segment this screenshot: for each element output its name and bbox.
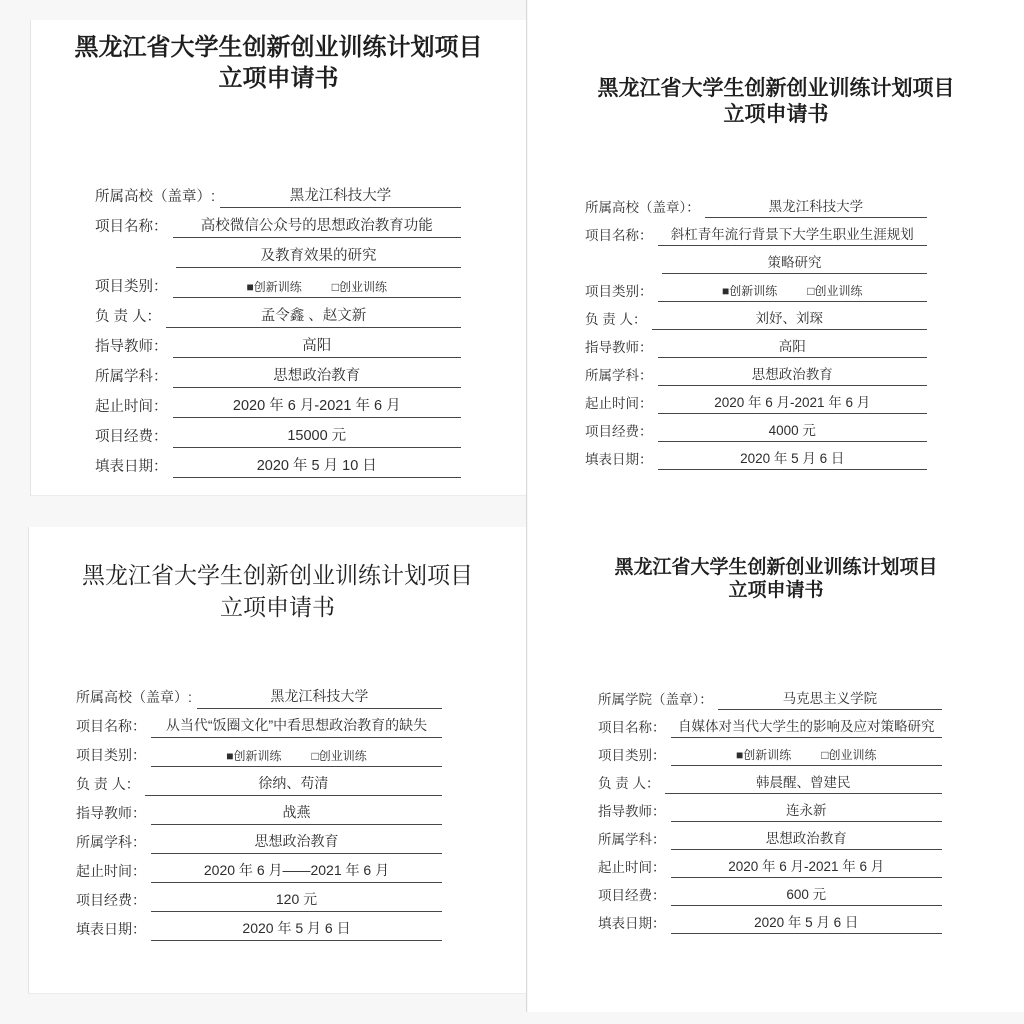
field-label: 项目经费：: [598, 888, 666, 903]
innovation-training-checked-checkbox: ■创新训练: [246, 280, 302, 294]
field-label: 所属学科：: [598, 832, 666, 847]
field-row-duration: [95, 388, 461, 418]
field-row-project-name: [598, 710, 942, 738]
field-value-underlined: 2020 年 5 月 10 日: [173, 454, 462, 478]
field-label: 负 责 人：: [95, 309, 162, 325]
field-label: 指导教师：: [585, 340, 653, 355]
field-label: 项目名称：: [585, 228, 653, 243]
form-title: [528, 556, 1024, 602]
field-label: 负 责 人：: [76, 776, 140, 792]
column-divider-line: [526, 0, 527, 1012]
field-value-underlined: 马克思主义学院: [718, 687, 942, 710]
form-fields: [76, 680, 442, 941]
innovation-training-checked-checkbox: ■创新训练: [226, 749, 282, 763]
entrepreneurship-training-unchecked-checkbox: □创业训练: [331, 280, 387, 294]
form-title: [528, 76, 1024, 128]
field-row-category: [585, 274, 927, 302]
field-label-spacer: [95, 266, 171, 268]
field-row-project-name-continued: [95, 238, 461, 268]
field-value-underlined: 2020 年 6 月-2021 年 6 月: [671, 855, 943, 878]
application-form-top-right: [585, 190, 927, 470]
field-label: 起止时间：: [598, 860, 666, 875]
field-row-category: [95, 268, 461, 298]
form-fields: [95, 178, 461, 478]
field-value-underlined: 黑龙江科技大学: [220, 184, 461, 208]
field-label: 负 责 人：: [585, 312, 647, 327]
application-form-top-left: [30, 20, 526, 496]
field-label: 负 责 人：: [598, 776, 660, 791]
field-row-budget: [598, 878, 942, 906]
field-value-underlined: 思想政治教育: [151, 831, 442, 854]
field-label: 指导教师：: [76, 805, 146, 821]
field-value-underlined: 刘妤、刘琛: [652, 307, 927, 330]
field-value-underlined: [671, 746, 943, 766]
field-label: 填表日期：: [95, 459, 168, 475]
field-label: 项目类别：: [76, 747, 146, 763]
field-row-advisor: [76, 796, 442, 825]
field-value-underlined: 斜杠青年流行背景下大学生职业生涯规划: [658, 223, 928, 246]
field-row-leader: [598, 766, 942, 794]
field-row-budget: [76, 883, 442, 912]
form-title-line1: 黑龙江省大学生创新创业训练计划项目: [597, 77, 955, 100]
field-label: 项目类别：: [598, 748, 666, 763]
application-form-bottom-left: [28, 527, 526, 994]
form-title-line1: 黑龙江省大学生创新创业训练计划项目: [74, 34, 483, 61]
field-label: 起止时间：: [585, 396, 653, 411]
field-label: 指导教师：: [95, 339, 168, 355]
field-row-fill-date: [598, 906, 942, 934]
field-row-budget: [95, 418, 461, 448]
form-title-line2: 立项申请书: [218, 65, 339, 92]
form-title-line2: 立项申请书: [723, 103, 829, 126]
field-label: 所属学科：: [95, 369, 168, 385]
field-row-duration: [76, 854, 442, 883]
field-value-underlined: 2020 年 5 月 6 日: [151, 918, 442, 941]
entrepreneurship-training-unchecked-checkbox: □创业训练: [807, 284, 863, 298]
field-row-leader: [95, 298, 461, 328]
field-label: 所属高校（盖章）:: [76, 689, 192, 705]
field-row-budget: [585, 414, 927, 442]
form-title-line1: 黑龙江省大学生创新创业训练计划项目: [82, 562, 473, 588]
field-label-spacer: [585, 272, 657, 274]
field-label: 起止时间：: [76, 863, 146, 879]
field-row-project-name-continued: [585, 246, 927, 274]
field-label: 项目类别：: [95, 279, 168, 295]
field-value-underlined: 韩晨醒、曾建民: [665, 771, 942, 794]
field-label: 项目名称：: [95, 219, 168, 235]
field-label: 指导教师：: [598, 804, 666, 819]
field-value-underlined: 2020 年 6 月-2021 年 6 月: [173, 394, 462, 418]
field-row-category: [76, 738, 442, 767]
field-value-underlined: 高阳: [658, 335, 928, 358]
application-form-bottom-right: [598, 682, 942, 934]
field-value-underlined: 600 元: [671, 883, 943, 906]
field-label: 填表日期：: [76, 921, 146, 937]
field-row-advisor: [95, 328, 461, 358]
field-label: 所属高校（盖章）：: [585, 200, 700, 215]
field-label: 项目经费：: [585, 424, 653, 439]
field-row-leader: [585, 302, 927, 330]
field-row-advisor: [585, 330, 927, 358]
field-row-discipline: [598, 822, 942, 850]
field-row-fill-date: [76, 912, 442, 941]
field-value-underlined: 15000 元: [173, 424, 462, 448]
field-value-underlined: 连永新: [671, 799, 943, 822]
field-label: 项目类别：: [585, 284, 653, 299]
field-row-category: [598, 738, 942, 766]
field-row-school: [585, 190, 927, 218]
field-label: 起止时间：: [95, 399, 168, 415]
field-value-underlined: 4000 元: [658, 419, 928, 442]
right-column: [528, 0, 1024, 1012]
field-label: 项目名称：: [598, 720, 666, 735]
field-row-advisor: [598, 794, 942, 822]
innovation-training-checked-checkbox: ■创新训练: [722, 284, 778, 298]
field-row-project-name: [76, 709, 442, 738]
form-title-line2: 立项申请书: [220, 594, 335, 620]
field-row-school: [76, 680, 442, 709]
field-label: 填表日期：: [598, 916, 666, 931]
field-label: 所属学科：: [76, 834, 146, 850]
field-value-underlined: 120 元: [151, 889, 442, 912]
field-row-discipline: [76, 825, 442, 854]
field-label: 所属学科：: [585, 368, 653, 383]
field-row-leader: [76, 767, 442, 796]
field-value-underlined: 高校微信公众号的思想政治教育功能: [173, 214, 462, 238]
field-label: 所属学院（盖章）：: [598, 692, 713, 707]
field-label: 填表日期：: [585, 452, 653, 467]
field-value-underlined: 思想政治教育: [671, 827, 943, 850]
field-value-underlined: 思想政治教育: [658, 363, 928, 386]
field-value-underlined: 高阳: [173, 334, 462, 358]
field-row-school: [95, 178, 461, 208]
field-value-underlined: 黑龙江科技大学: [197, 686, 442, 709]
field-label: 项目名称：: [76, 718, 146, 734]
field-value-underlined: 从当代“饭圈文化”中看思想政治教育的缺失: [151, 715, 442, 738]
field-value-underlined: 徐纳、苟清: [145, 773, 442, 796]
field-row-duration: [585, 386, 927, 414]
field-value-underlined: 2020 年 6 月-2021 年 6 月: [658, 391, 928, 414]
field-value-underlined: 黑龙江科技大学: [705, 195, 927, 218]
field-value-underlined: 孟令鑫 、赵文新: [166, 304, 461, 328]
field-value-underlined: 策略研究: [662, 251, 927, 274]
form-title-line2: 立项申请书: [728, 580, 824, 601]
field-value-underlined: 2020 年 5 月 6 日: [671, 911, 943, 934]
form-title: [31, 32, 526, 94]
entrepreneurship-training-unchecked-checkbox: □创业训练: [821, 748, 877, 762]
field-label: 项目经费：: [76, 892, 146, 908]
field-value-underlined: [658, 282, 928, 302]
form-title: [29, 559, 526, 623]
field-row-project-name: [585, 218, 927, 246]
field-value-underlined: 思想政治教育: [173, 364, 462, 388]
field-label: 所属高校（盖章）:: [95, 189, 216, 205]
field-row-project-name: [95, 208, 461, 238]
field-value-underlined: 战燕: [151, 802, 442, 825]
field-row-duration: [598, 850, 942, 878]
field-label: 项目经费：: [95, 429, 168, 445]
innovation-training-checked-checkbox: ■创新训练: [736, 748, 792, 762]
field-value-underlined: [151, 747, 442, 767]
field-value-underlined: 自媒体对当代大学生的影响及应对策略研究: [671, 715, 943, 738]
entrepreneurship-training-unchecked-checkbox: □创业训练: [311, 749, 367, 763]
field-value-underlined: [173, 278, 462, 298]
field-row-discipline: [585, 358, 927, 386]
field-row-college: [598, 682, 942, 710]
field-value-underlined: 2020 年 6 月——2021 年 6 月: [151, 860, 442, 883]
form-title-line1: 黑龙江省大学生创新创业训练计划项目: [614, 557, 938, 578]
field-row-discipline: [95, 358, 461, 388]
field-value-underlined: 及教育效果的研究: [176, 244, 461, 268]
field-row-fill-date: [95, 448, 461, 478]
field-row-fill-date: [585, 442, 927, 470]
field-value-underlined: 2020 年 5 月 6 日: [658, 447, 928, 470]
